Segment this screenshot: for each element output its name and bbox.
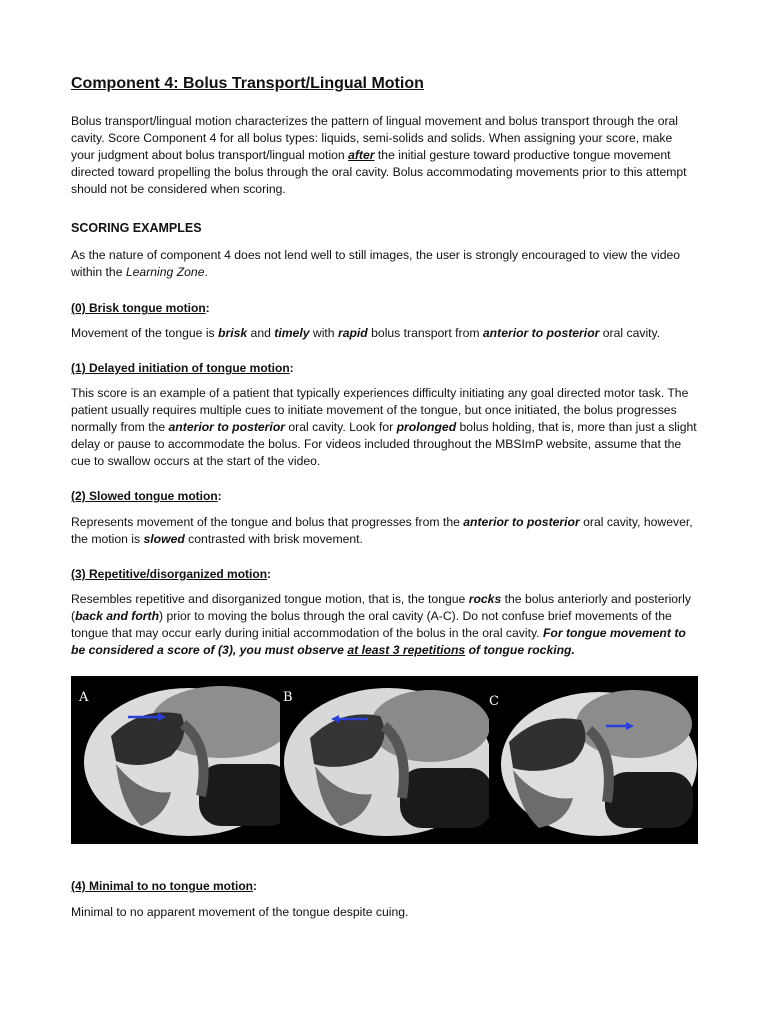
score-1-text: bolus holding, that is, more than just a slight delay or pause to accommodate the bolus. For videos included throughout the MBSImP website, assume that the cue to swallow occurs at the start of the video. [71,420,697,468]
score-1-text: This score is an example of a patient that typically experiences difficulty initiating any goal directed motor task. The patient usually requires multiple cues to initiate movement of the tongue, but once initiated, the bolus progresses normally from the [71,386,689,434]
score-2-paragraph [71,514,698,548]
score-4-heading [71,879,257,893]
score-1-text: oral cavity. Look for [285,420,397,434]
intro-text-2: the initial gesture toward productive tongue movement directed toward propelling the bolus through the oral cavity. Bolus accommodating movements prior to this attempt should not be considered when scoring. [71,148,687,196]
scoring-intro-end: . [204,265,208,279]
frame-label-b: B [283,690,293,705]
intro-after-emphasis: after [348,148,375,162]
score-1-prolonged: prolonged [396,420,457,434]
score-1-title: (1) Delayed initiation of tongue motion [71,361,290,375]
intro-text-1: Bolus transport/lingual motion characterizes the pattern of lingual movement and bolus transport through the oral cavity. Score Component 4 for all bolus types: liquids, semi-solids and solids. When assigning your score, make your judgment about bolus transport/lingual motion [71,114,679,162]
xray-image-c [489,676,698,844]
score-3-rule: For tongue movement to be considered a score of (3), you must observe [71,626,686,657]
score-4-text: Minimal to no apparent movement of the tongue despite cuing. [71,905,409,919]
score-0-text: oral cavity. [599,326,661,340]
score-0-rapid: rapid [337,326,368,340]
score-3-text: ) prior to moving the bolus through the oral cavity (A-C). Do not confuse brief movements of the tongue that may occur early during initial accommodation of the bolus in the oral cavity. [71,609,672,640]
intro-paragraph [71,113,698,198]
score-3-paragraph [71,591,698,659]
score-2-colon: : [217,489,222,503]
score-0-colon: : [205,301,210,315]
fluoroscopy-figure [71,676,698,844]
score-0-anterior: anterior to posterior [482,326,600,340]
score-0-heading [71,301,210,315]
score-3-rocks: rocks [468,592,502,606]
score-2-title: (2) Slowed tongue motion [71,489,218,503]
frame-label-a: A [79,690,89,705]
xray-image-a [71,676,280,844]
score-1-paragraph [71,385,698,470]
xray-image-b [280,676,489,844]
score-2-text: oral cavity, however, the motion is [71,515,693,546]
score-0-timely: timely [274,326,310,340]
score-3-back-forth: back and forth [75,609,160,623]
scoring-intro-paragraph [71,247,698,281]
scoring-intro-text: As the nature of component 4 does not lend well to still images, the user is strongly encouraged to view the video within the [71,248,681,279]
fluoroscopy-frame-a [71,676,280,844]
score-2-slowed: slowed [143,532,185,546]
score-4-colon: : [252,879,257,893]
score-4-title: (4) Minimal to no tongue motion [71,879,253,893]
component-title: Component 4: Bolus Transport/Lingual Motion [71,75,424,92]
score-2-text: contrasted with brisk movement. [184,532,363,546]
score-1-anterior: anterior to posterior [168,420,286,434]
score-1-heading [71,361,294,375]
score-0-text: bolus transport from [367,326,483,340]
score-0-text: Movement of the tongue is [71,326,219,340]
learning-zone-text: Learning Zone [125,265,205,279]
score-0-paragraph [71,325,698,342]
score-2-text: Represents movement of the tongue and bolus that progresses from the [71,515,464,529]
score-1-colon: : [289,361,294,375]
frame-label-c: C [489,694,499,709]
score-3-rule-end: of tongue rocking. [465,643,575,657]
score-0-text: with [309,326,338,340]
score-3-heading [71,567,271,581]
score-2-anterior: anterior to posterior [463,515,580,529]
score-3-repetitions: at least 3 repetitions [347,643,466,657]
score-0-title: (0) Brisk tongue motion [71,301,206,315]
scoring-examples-heading: SCORING EXAMPLES [71,221,202,235]
score-0-brisk: brisk [218,326,248,340]
fluoroscopy-frame-b [280,676,489,844]
score-3-text: Resembles repetitive and disorganized tongue motion, that is, the tongue [71,592,469,606]
fluoroscopy-frame-c [489,676,698,844]
score-3-title: (3) Repetitive/disorganized motion [71,567,268,581]
score-0-text: and [247,326,275,340]
score-3-text: the bolus anteriorly and posteriorly ( [71,592,691,623]
score-3-colon: : [267,567,272,581]
score-2-heading [71,489,222,503]
score-4-paragraph [71,904,698,921]
